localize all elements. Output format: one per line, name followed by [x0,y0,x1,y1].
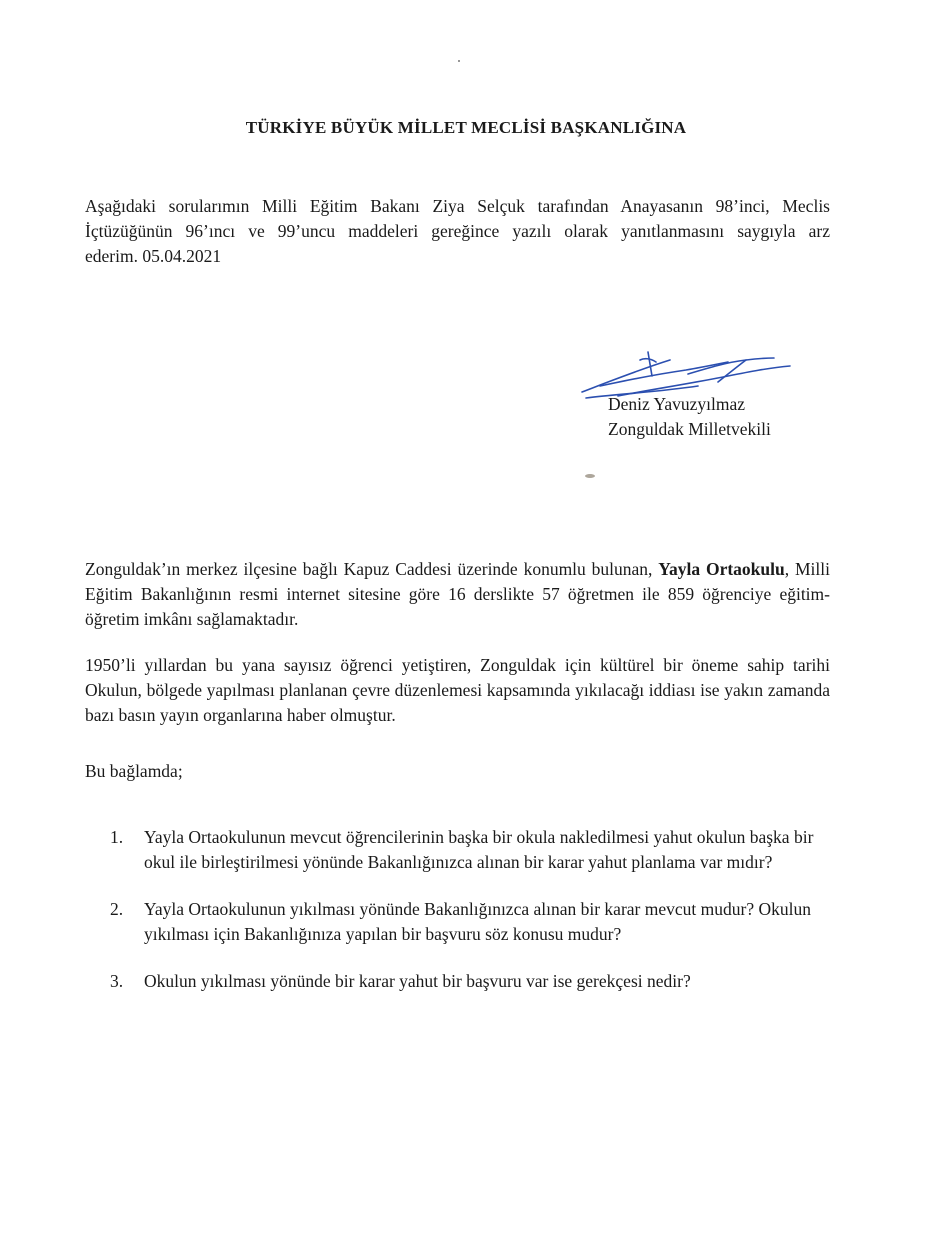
question-number: 2. [110,899,124,919]
body-paragraph-1 [85,557,830,632]
signature-block [560,338,840,468]
intro-line: İçtüzüğünün 96’ıncı ve 99’uncu maddeleri gereğince yazılı olarak yanıtlanmasını saygıyla arz [85,221,830,241]
document-title: TÜRKİYE BÜYÜK MİLLET MECLİSİ BAŞKANLIĞINA [245,118,687,137]
intro-paragraph [85,194,830,269]
question-text: Okulun yıkılması yönünde bir karar yahut bir başvuru var ise gerekçesi nedir? [144,971,691,991]
paragraph-text: Zonguldak’ın merkez ilçesine bağlı Kapuz Caddesi üzerinde konumlu bulunan, [85,559,659,579]
question-text: Yayla Ortaokulunun mevcut öğrencilerinin başka bir okula nakledilmesi yahut okulun başka bir okul ile birleştirilmesi yönünde Bakanlığınızca alınan bir karar yahut planlama var mıdır? [144,827,814,872]
scan-smudge [585,474,595,478]
question-list [110,825,840,1016]
question-item [110,969,840,994]
question-item [110,897,840,947]
signatory-role: Zonguldak Milletvekili [608,419,771,439]
paragraph-text: , Milli Eğitim Bakanlığının resmi internet sitesine göre 16 derslikte 57 öğretmen ile 859 öğrenciye eğitim-öğretim imkânı sağlamaktadır. [85,559,831,629]
signatory-name: Deniz Yavuzyılmaz [608,394,746,414]
scan-speck [458,60,460,62]
question-number: 3. [110,971,124,991]
question-text: Yayla Ortaokulunun yıkılması yönünde Bakanlığınızca alınan bir karar mevcut mudur? Okulun yıkılması için Bakanlığınıza yapılan bir başvuru söz konusu mudur? [144,899,811,944]
lead-in: Bu bağlamda; [85,761,183,781]
intro-line: ederim. 05.04.2021 [85,246,222,266]
intro-line: Aşağıdaki sorularımın Milli Eğitim Bakanı Ziya Selçuk tarafından Anayasanın 98’inci, Meclis [85,196,830,216]
school-name-bold: Yayla Ortaokulu [658,559,785,579]
body-paragraph-2: 1950’li yıllardan bu yana sayısız öğrenci yetiştiren, Zonguldak için kültürel bir öneme sahip tarihi Okulun, bölgede yapılması planlanan çevre düzenlemesi kapsamında yıkılacağı iddiası ise yakın zamanda bazı basın yayın organlarına haber olmuştur. [85,655,830,725]
question-number: 1. [110,827,124,847]
question-item [110,825,840,875]
